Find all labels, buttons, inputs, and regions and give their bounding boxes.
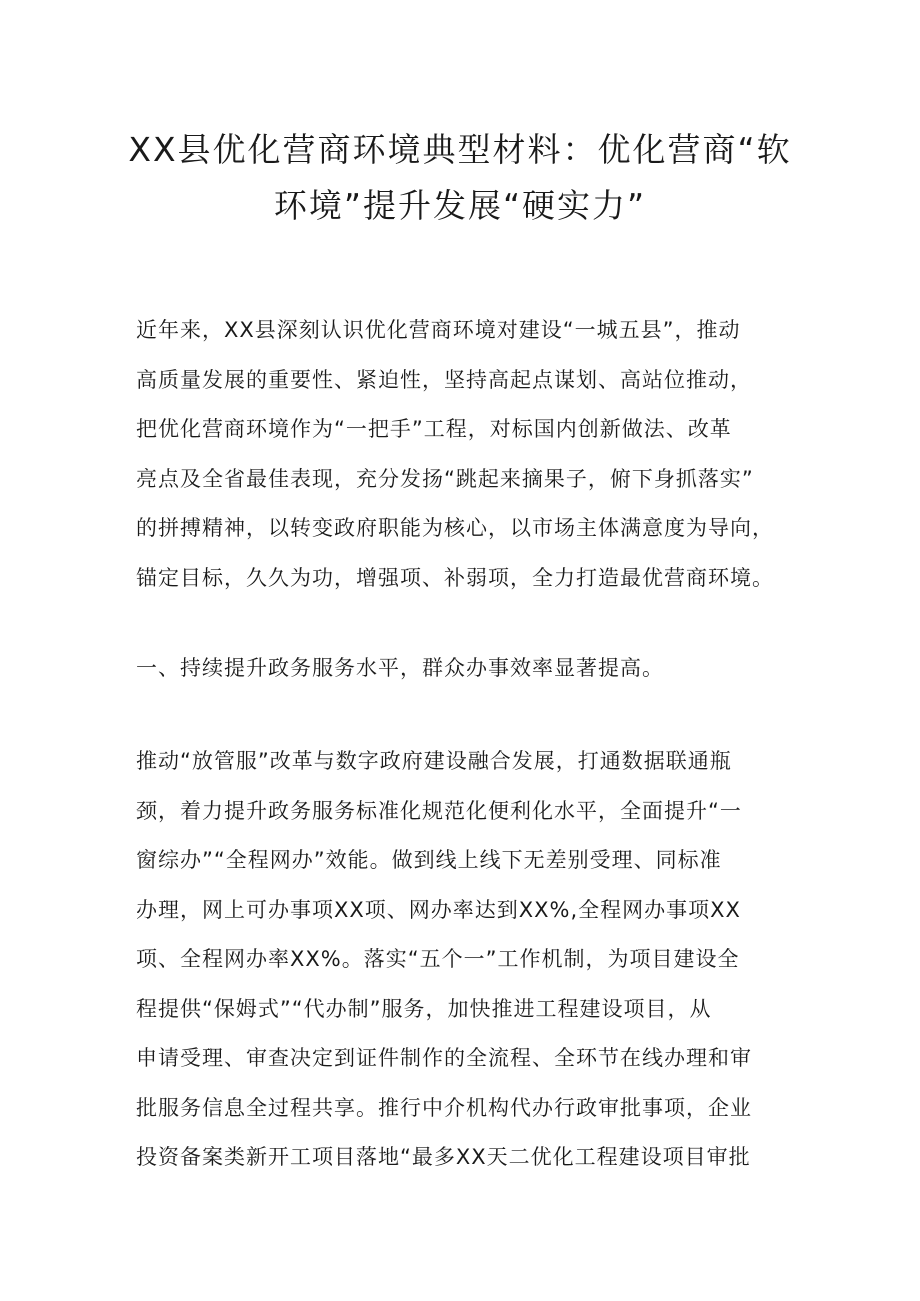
- section-paragraph: [136, 737, 796, 1183]
- paragraph-line: 申请受理、审查决定到证件制作的全流程、全环节在线办理和审: [136, 1046, 752, 1070]
- paragraph-line: 批服务信息全过程共享。推行中介机构代办行政审批事项，企业: [136, 1095, 752, 1120]
- document-title: [120, 122, 800, 234]
- paragraph-line: 程提供“保姆式”“代办制”服务，加快推进工程建设项目，从: [136, 996, 712, 1021]
- paragraph-line: 高质量发展的重要性、紧迫性，坚持高起点谋划、高站位推动，: [136, 367, 752, 392]
- paragraph-line: 窗综办”“全程网办”效能。做到线上线下无差别受理、同标准: [136, 848, 722, 872]
- title-line: XX县优化营商环境典型材料：优化营商“软: [128, 130, 792, 169]
- title-line: 环境”提升发展“硬实力”: [273, 186, 647, 225]
- paragraph-line: 颈，着力提升政务服务标准化规范化便利化水平，全面提升“一: [136, 798, 742, 823]
- paragraph-line: 把优化营商环境作为“一把手”工程，对标国内创新做法、改革: [136, 417, 732, 441]
- intro-paragraph: [136, 306, 796, 603]
- paragraph-line: 项、全程网办率XX%。落实“五个一”工作机制，为项目建设全: [136, 947, 740, 971]
- paragraph-line: 办理，网上可办事项XX项、网办率达到XX%,全程网办事项XX: [136, 897, 741, 922]
- paragraph-line: 近年来，XX县深刻认识优化营商环境对建设“一城五县”，推动: [136, 318, 741, 342]
- section-heading: [136, 644, 796, 694]
- section-heading-text: 一、持续提升政务服务水平，群众办事效率显著提高。: [136, 656, 664, 680]
- paragraph-line: 锚定目标，久久为功，增强项、补弱项，全力打造最优营商环境。: [136, 565, 774, 590]
- paragraph-line: 的拼搏精神，以转变政府职能为核心，以市场主体满意度为导向，: [136, 516, 774, 540]
- paragraph-line: 推动“放管服”改革与数字政府建设融合发展，打通数据联通瓶: [136, 749, 732, 773]
- paragraph-line: 投资备案类新开工项目落地“最多XX天二优化工程建设项目审批: [136, 1145, 751, 1169]
- paragraph-line: 亮点及全省最佳表现，充分发扬“跳起来摘果子，俯下身抓落实”: [136, 466, 754, 491]
